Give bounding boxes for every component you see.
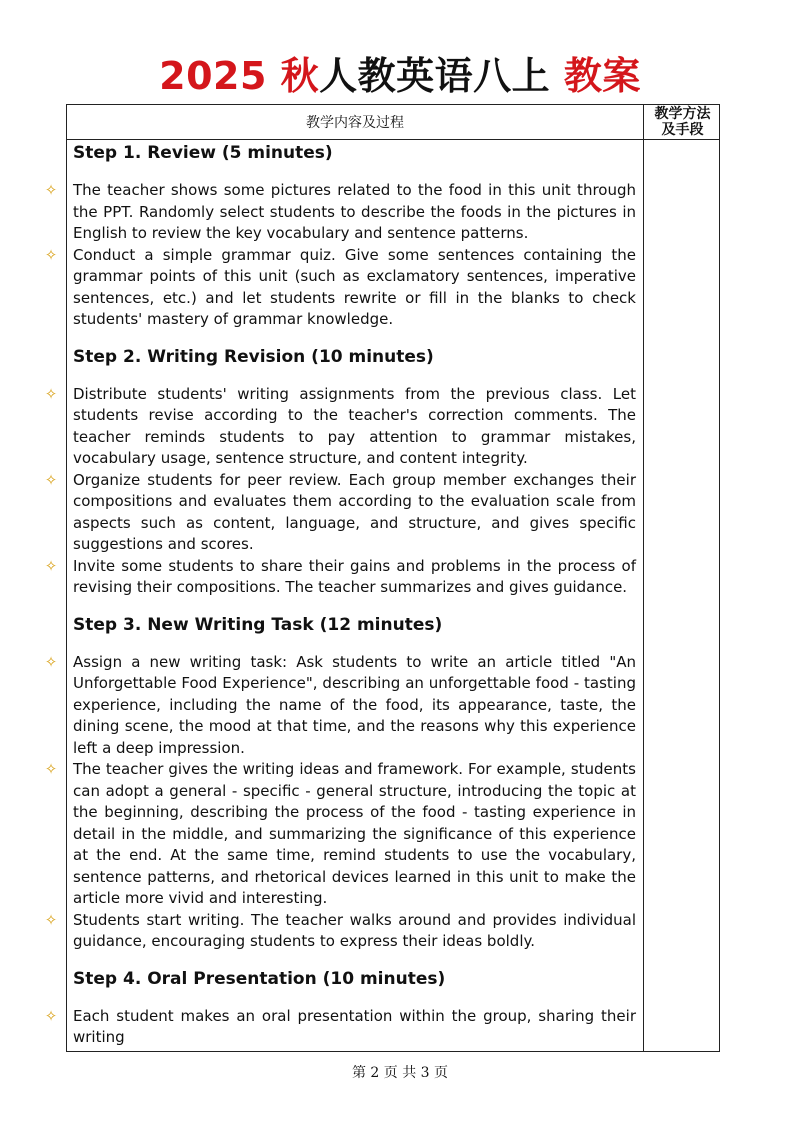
page-number: 第 2 页 共 3 页 (351, 1065, 449, 1081)
list-item-text: The teacher shows some pictures related to the food in this unit through the PPT. Randomly select students to describe the foods in the pictures in English to review the key vocabulary and sentence patterns. (73, 181, 636, 242)
star-bullet-icon: ✧ (44, 181, 58, 199)
header-teaching-methods (644, 105, 721, 140)
list-item (44, 556, 636, 599)
title-lesson-plan: 教案 (563, 54, 641, 98)
list-item (44, 245, 636, 331)
column-divider (643, 105, 644, 1051)
list-item-text: Students start writing. The teacher walks around and provides individual guidance, encouraging students to express their ideas boldly. (73, 910, 636, 950)
step-heading: Step 1. Review (5 minutes) (73, 143, 333, 163)
list-item (44, 384, 636, 470)
star-bullet-icon: ✧ (44, 384, 58, 403)
header-methods-line2: 及手段 (661, 122, 704, 138)
star-bullet-icon: ✧ (44, 556, 58, 575)
lesson-content (44, 139, 636, 1049)
list-item (44, 910, 636, 953)
list-item-text: Organize students for peer review. Each group member exchanges their compositions and evaluates them according to the evaluation scale from aspects such as content, language, and structure, and gives specific suggestions and scores. (73, 470, 636, 553)
star-bullet-icon: ✧ (44, 760, 58, 778)
list-item-text: Assign a new writing task: Ask students to write an article titled "An Unforgettable Food Experience", describing an unforgettable food - tasting experience, including the name of the food, its appearance, taste, the dining scene, the mood at that time, and the reasons why this experience left a deep impression. (73, 652, 636, 757)
list-item-text: Each student makes an oral presentation within the group, sharing their writing (73, 1006, 636, 1046)
title-course: 人教英语八上 (319, 54, 564, 98)
list-item-text: Invite some students to share their gains and problems in the process of revising their compositions. The teacher summarizes and gives guidance. (73, 556, 636, 596)
document-title (0, 50, 800, 102)
list-item-text: Distribute students' writing assignments from the previous class. Let students revise according to the teacher's correction comments. The teacher reminds students to pay attention to grammar mistakes, vocabulary usage, sentence structure, and content integrity. (73, 384, 636, 467)
star-bullet-icon: ✧ (44, 245, 58, 264)
star-bullet-icon: ✧ (44, 910, 58, 929)
list-item (44, 1006, 636, 1049)
list-item (44, 180, 636, 245)
list-item-text: Conduct a simple grammar quiz. Give some sentences containing the grammar points of this unit (such as exclamatory sentences, imperative sentences, etc.) and let students rewrite or fill in the blanks to check students' mastery of grammar knowledge. (73, 245, 636, 328)
list-item (44, 470, 636, 556)
star-bullet-icon: ✧ (44, 470, 58, 489)
star-bullet-icon: ✧ (44, 652, 58, 671)
step-heading: Step 3. New Writing Task (12 minutes) (73, 614, 443, 635)
step-heading: Step 4. Oral Presentation (10 minutes) (73, 968, 446, 989)
list-item (44, 652, 636, 760)
title-year-autumn: 2025 秋 (159, 54, 320, 98)
step-heading: Step 2. Writing Revision (10 minutes) (73, 346, 434, 367)
header-methods-line1: 教学方法 (654, 106, 711, 122)
list-item (44, 759, 636, 910)
header-teaching-content: 教学内容及过程 (306, 115, 404, 131)
star-bullet-icon: ✧ (44, 1006, 58, 1025)
list-item-text: The teacher gives the writing ideas and framework. For example, students can adopt a general - specific - general structure, introducing the topic at the beginning, describing the process of the food - tasting experience in detail in the middle, and summarizing the significance of this experience at the end. At the same time, remind students to use the vocabulary, sentence patterns, and rhetorical devices learned in this unit to make the article more vivid and interesting. (73, 760, 636, 907)
